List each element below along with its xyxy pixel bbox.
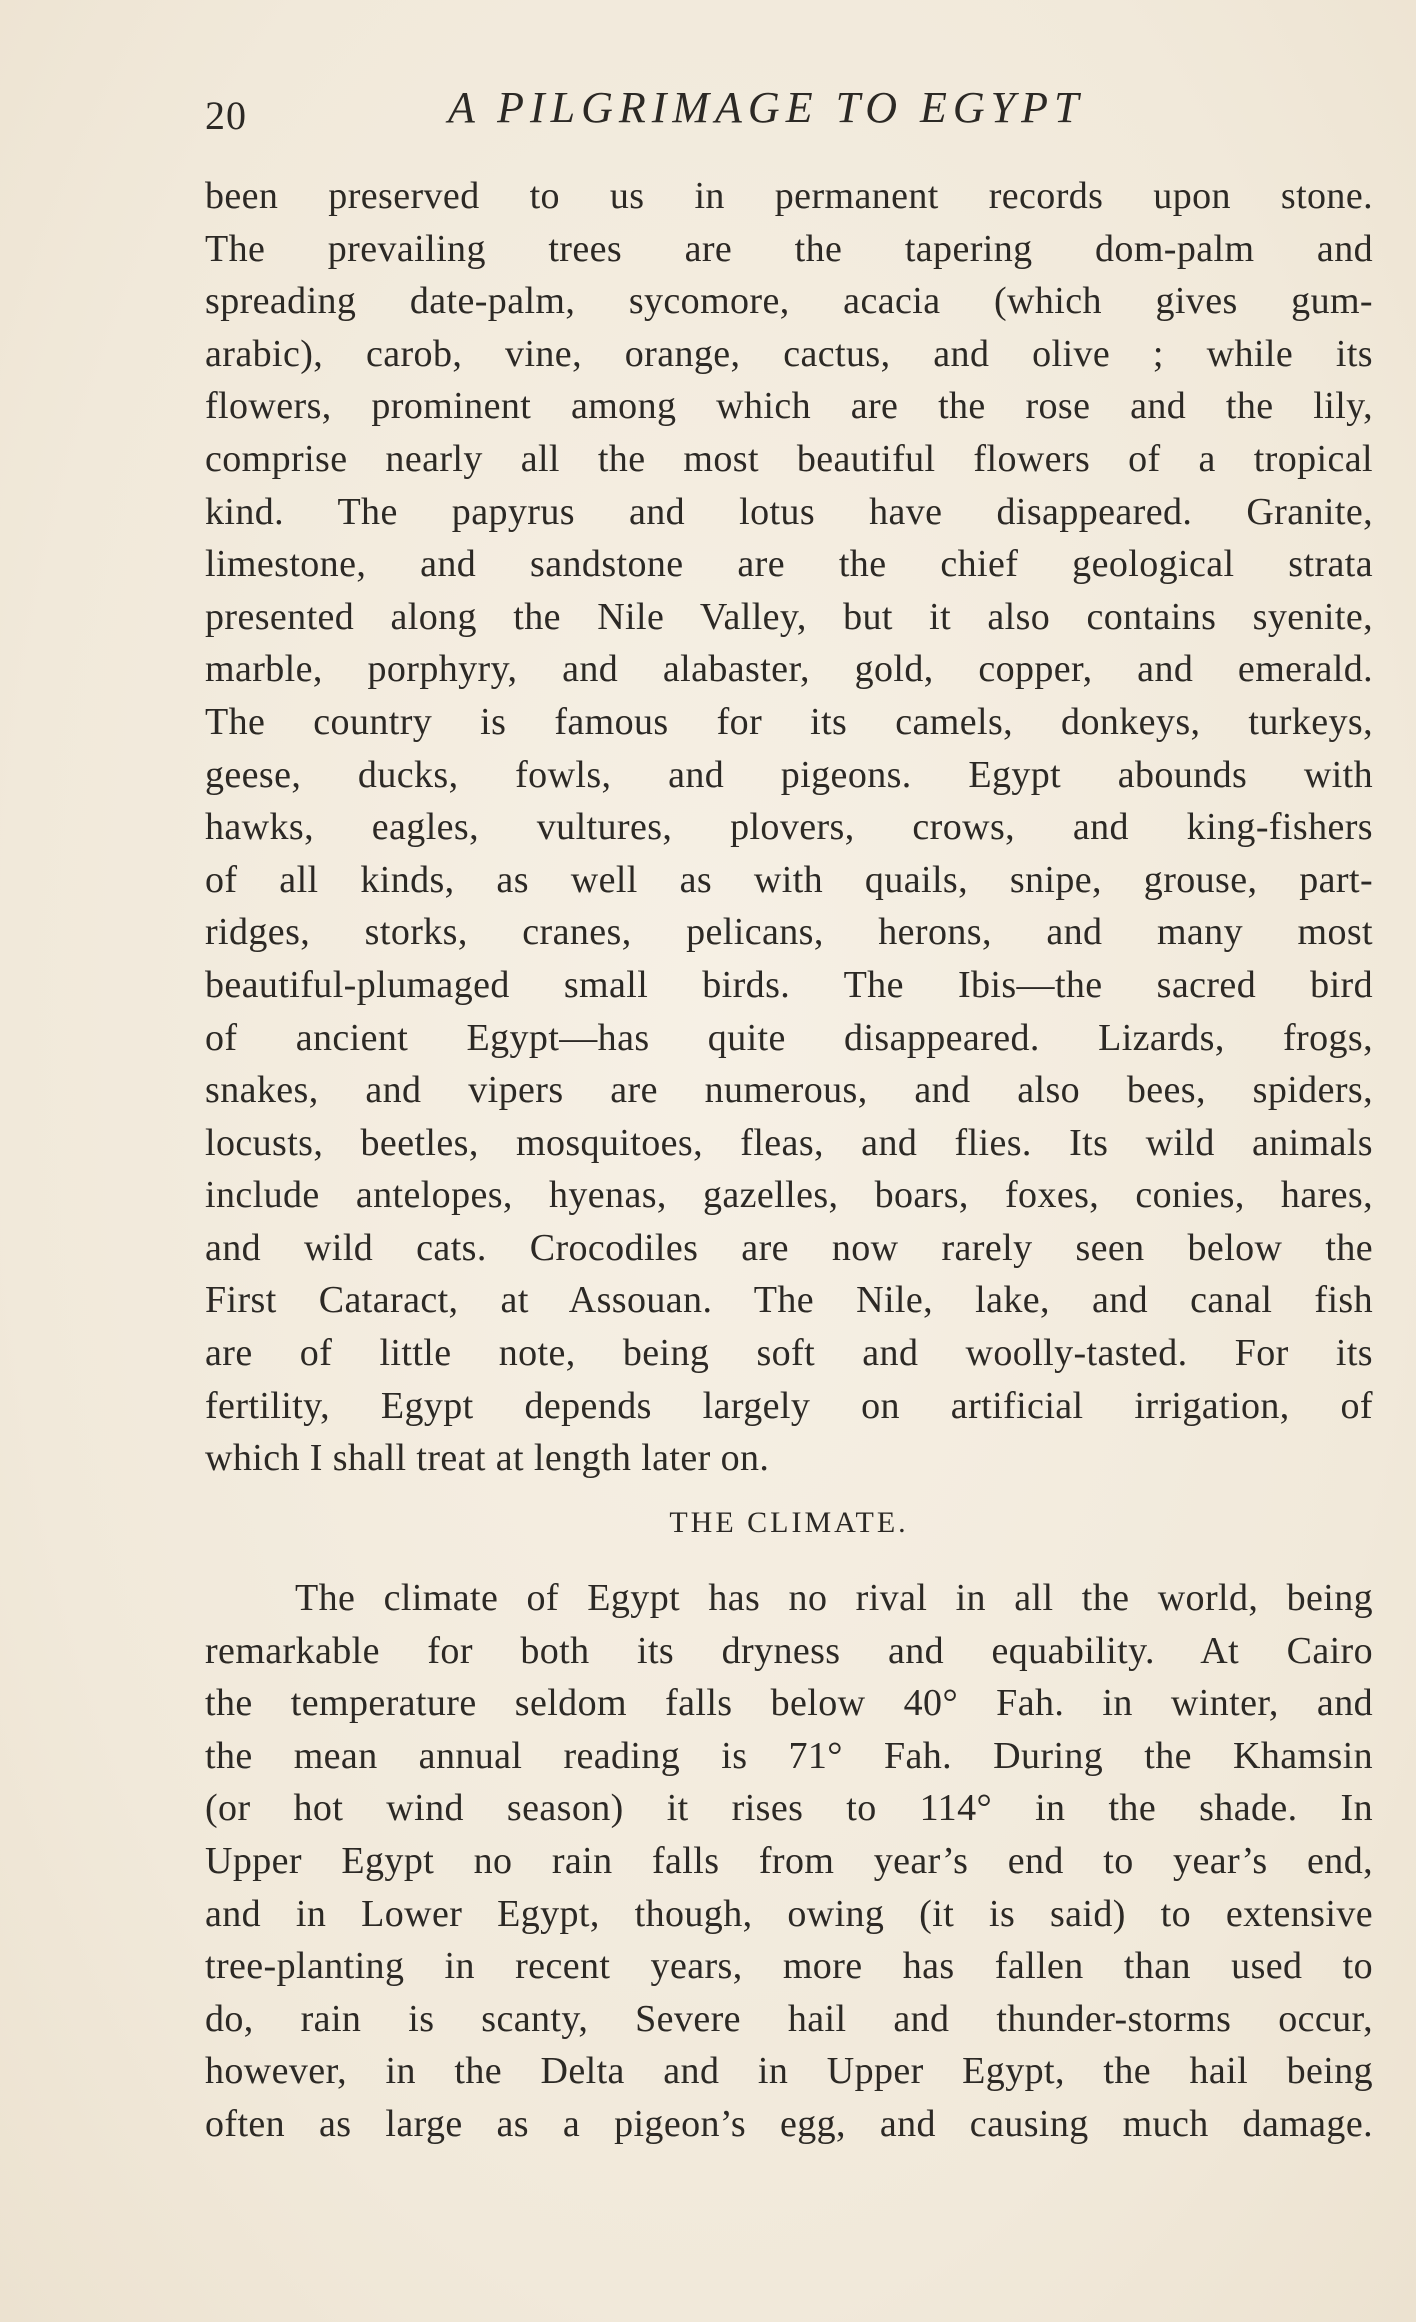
text-line: snakes, and vipers are numerous, and also bees, spiders, (205, 1069, 1373, 1112)
text-line: The prevailing trees are the tapering dom-palm and (205, 227, 1373, 270)
text-line: fertility, Egypt depends largely on artificial irrigation, of (205, 1384, 1373, 1427)
text-line: The climate of Egypt has no rival in all the world, being (295, 1577, 1373, 1619)
text-line: of ancient Egypt—has quite disappeared. Lizards, frogs, (205, 1016, 1373, 1059)
text-line: tree-planting in recent years, more has fallen than used to (205, 1945, 1373, 1988)
text-line: include antelopes, hyenas, gazelles, boars, foxes, conies, hares, (205, 1174, 1373, 1217)
text-line: and wild cats. Crocodiles are now rarely seen below the (205, 1226, 1373, 1269)
text-line: however, in the Delta and in Upper Egypt, the hail being (205, 2050, 1373, 2093)
text-line: do, rain is scanty, Severe hail and thunder-storms occur, (205, 1997, 1373, 2040)
text-line: the temperature seldom falls below 40° Fah. in winter, and (205, 1682, 1373, 1725)
paragraph-flora-fauna (205, 170, 1373, 1485)
text-line: ridges, storks, cranes, pelicans, herons, and many most (205, 911, 1373, 954)
text-line: Upper Egypt no rain falls from year’s end to year’s end, (205, 1839, 1373, 1882)
text-line: of all kinds, as well as with quails, snipe, grouse, part- (205, 858, 1373, 901)
text-line: been preserved to us in permanent records upon stone. (205, 175, 1373, 217)
running-head: A PILGRIMAGE TO EGYPT (448, 83, 1085, 132)
page-number: 20 (205, 93, 247, 138)
text-line: locusts, beetles, mosquitoes, fleas, and flies. Its wild animals (205, 1121, 1373, 1164)
text-line: comprise nearly all the most beautiful flowers of a tropical (205, 437, 1373, 480)
text-line: beautiful-plumaged small birds. The Ibis—the sacred bird (205, 963, 1373, 1006)
text-line: (or hot wind season) it rises to 114° in the shade. In (205, 1787, 1373, 1830)
text-line: The country is famous for its camels, donkeys, turkeys, (205, 700, 1373, 743)
paragraph-climate (205, 1572, 1373, 2151)
text-line: flowers, prominent among which are the rose and the lily, (205, 385, 1373, 428)
text-line: remarkable for both its dryness and equability. At Cairo (205, 1629, 1373, 1672)
text-line: geese, ducks, fowls, and pigeons. Egypt abounds with (205, 753, 1373, 796)
text-line: limestone, and sandstone are the chief geological strata (205, 543, 1373, 586)
text-line: are of little note, being soft and woolly-tasted. For its (205, 1332, 1373, 1375)
text-line: and in Lower Egypt, though, owing (it is said) to extensive (205, 1892, 1373, 1935)
text-line: arabic), carob, vine, orange, cactus, and olive ; while its (205, 332, 1373, 375)
text-line: hawks, eagles, vultures, plovers, crows, and king-fishers (205, 806, 1373, 849)
page-header (205, 78, 1205, 148)
text-line: presented along the Nile Valley, but it also contains syenite, (205, 595, 1373, 638)
text-line: marble, porphyry, and alabaster, gold, copper, and emerald. (205, 648, 1373, 691)
text-line: the mean annual reading is 71° Fah. During the Khamsin (205, 1734, 1373, 1777)
text-line: spreading date-palm, sycomore, acacia (which gives gum- (205, 280, 1373, 323)
text-line: which I shall treat at length later on. (205, 1437, 770, 1480)
text-line: often as large as a pigeon’s egg, and causing much damage. (205, 2102, 1373, 2145)
section-heading: THE CLIMATE. (669, 1506, 909, 1539)
text-line: First Cataract, at Assouan. The Nile, lake, and canal fish (205, 1279, 1373, 1322)
text-line: kind. The papyrus and lotus have disappeared. Granite, (205, 490, 1373, 533)
